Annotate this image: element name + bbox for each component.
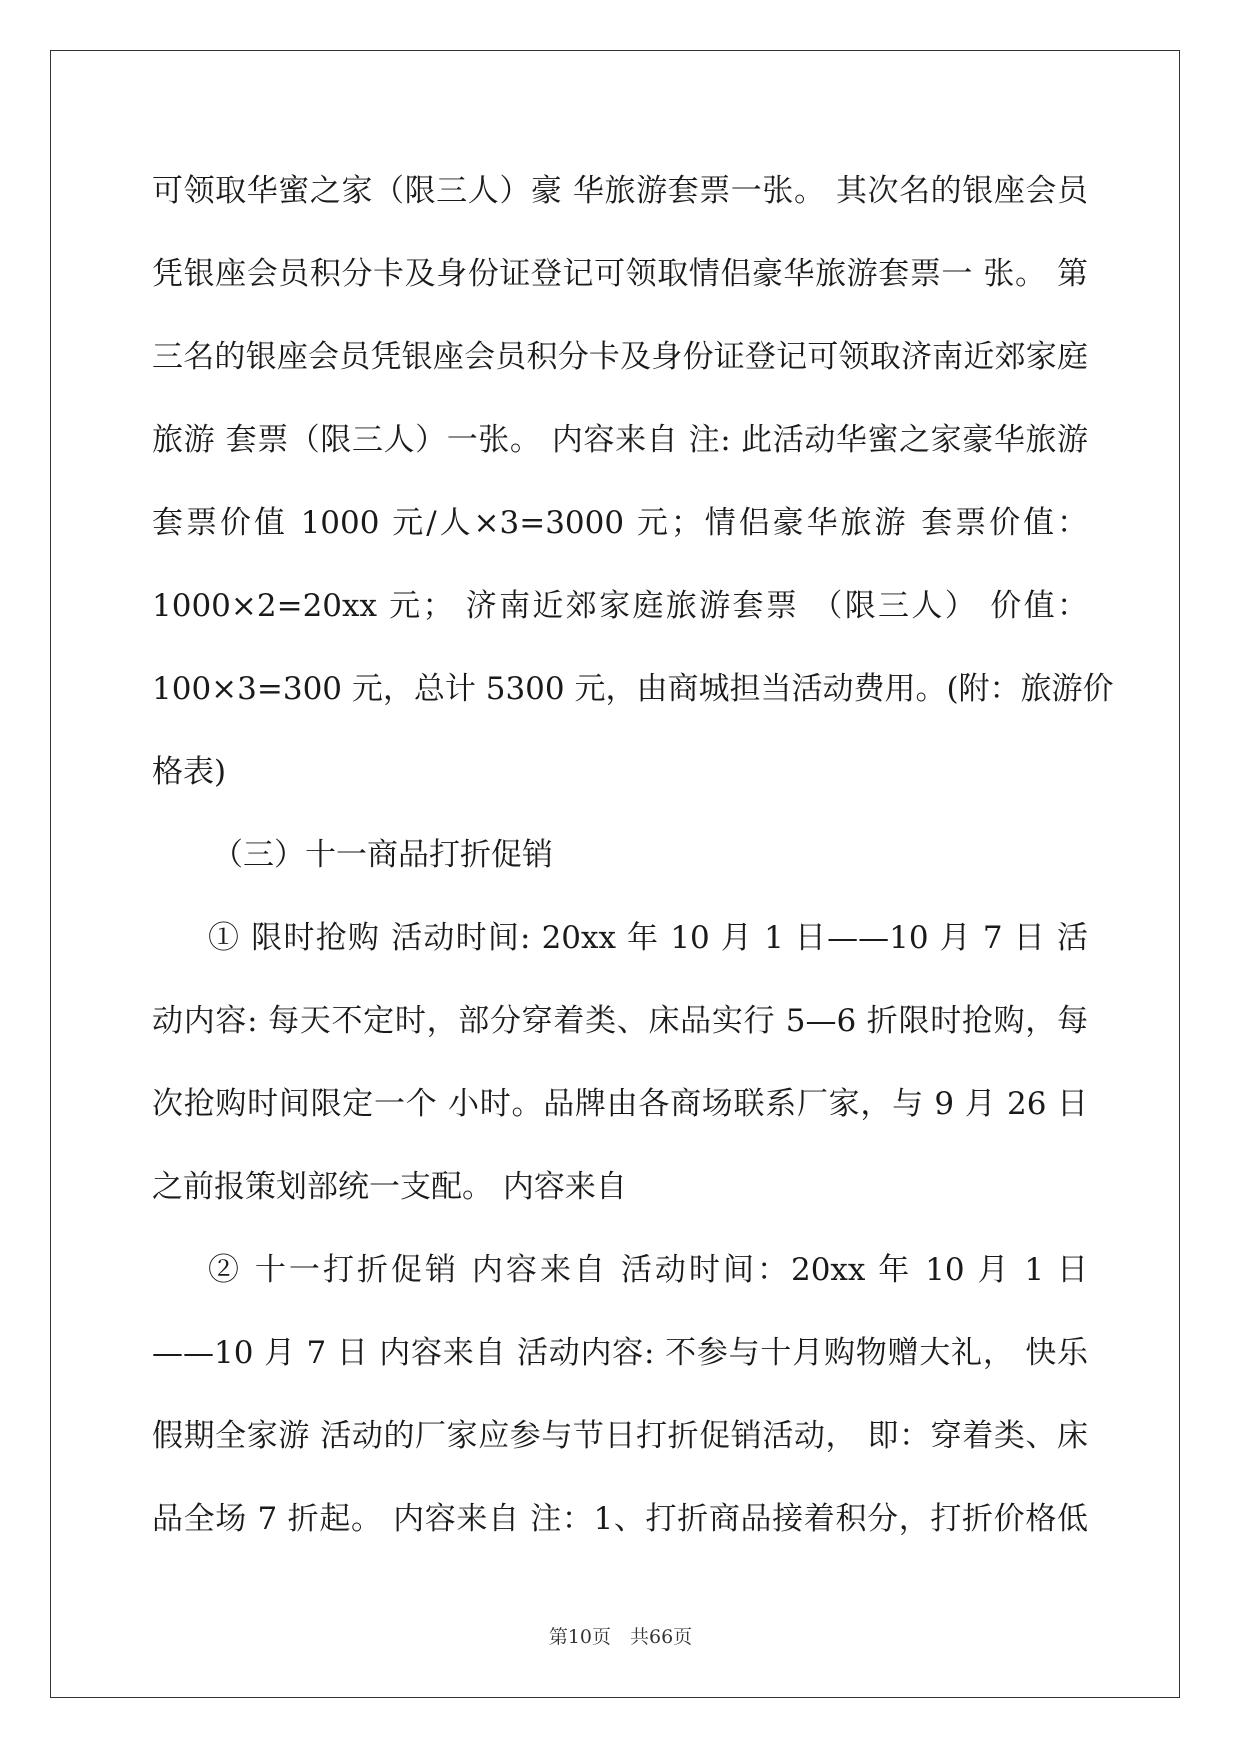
paragraph-line-16: 假期全家游 活动的厂家应参与节日打折促销活动， 即：穿着类、床 bbox=[152, 1418, 1088, 1454]
paragraph-line-3: 三名的银座会员凭银座会员积分卡及身份证登记可领取济南近郊家庭 bbox=[152, 339, 1088, 375]
paragraph-line-2: 凭银座会员积分卡及身份证登记可领取情侣豪华旅游套票一 张。 第 bbox=[152, 256, 1088, 292]
paragraph-line-13: 之前报策划部统一支配。 内容来自 bbox=[152, 1169, 627, 1205]
paragraph-line-6: 1000×2=20xx 元； 济南近郊家庭旅游套票 （限三人） 价值： bbox=[152, 588, 1088, 624]
paragraph-line-8: 格表) bbox=[152, 754, 227, 790]
paragraph-line-11: 动内容: 每天不定时，部分穿着类、床品实行 5—6 折限时抢购，每 bbox=[152, 1003, 1088, 1039]
paragraph-line-14: ② 十一打折促销 内容来自 活动时间：20xx 年 10 月 1 日 bbox=[208, 1252, 1088, 1288]
paragraph-line-4: 旅游 套票（限三人）一张。 内容来自 注: 此活动华蜜之家豪华旅游 bbox=[152, 422, 1088, 458]
paragraph-line-7: 100×3=300 元，总计 5300 元，由商城担当活动费用。(附：旅游价 bbox=[152, 671, 1114, 707]
paragraph-line-12: 次抢购时间限定一个 小时。品牌由各商场联系厂家，与 9 月 26 日 bbox=[152, 1086, 1088, 1122]
paragraph-line-1: 可领取华蜜之家（限三人）豪 华旅游套票一张。 其次名的银座会员 bbox=[152, 173, 1088, 209]
section-heading: （三）十一商品打折促销 bbox=[212, 837, 553, 873]
paragraph-line-17: 品全场 7 折起。 内容来自 注：1、打折商品接着积分，打折价格低 bbox=[152, 1501, 1088, 1537]
page-number-footer: 第10页 共66页 bbox=[548, 1626, 693, 1648]
document-body bbox=[152, 150, 1114, 1561]
paragraph-line-15: ——10 月 7 日 内容来自 活动内容: 不参与十月购物赠大礼， 快乐 bbox=[152, 1335, 1088, 1371]
paragraph-line-10: ① 限时抢购 活动时间: 20xx 年 10 月 1 日——10 月 7 日 活 bbox=[208, 920, 1088, 956]
paragraph-line-5: 套票价值 1000 元/人×3=3000 元；情侣豪华旅游 套票价值： bbox=[152, 505, 1088, 541]
